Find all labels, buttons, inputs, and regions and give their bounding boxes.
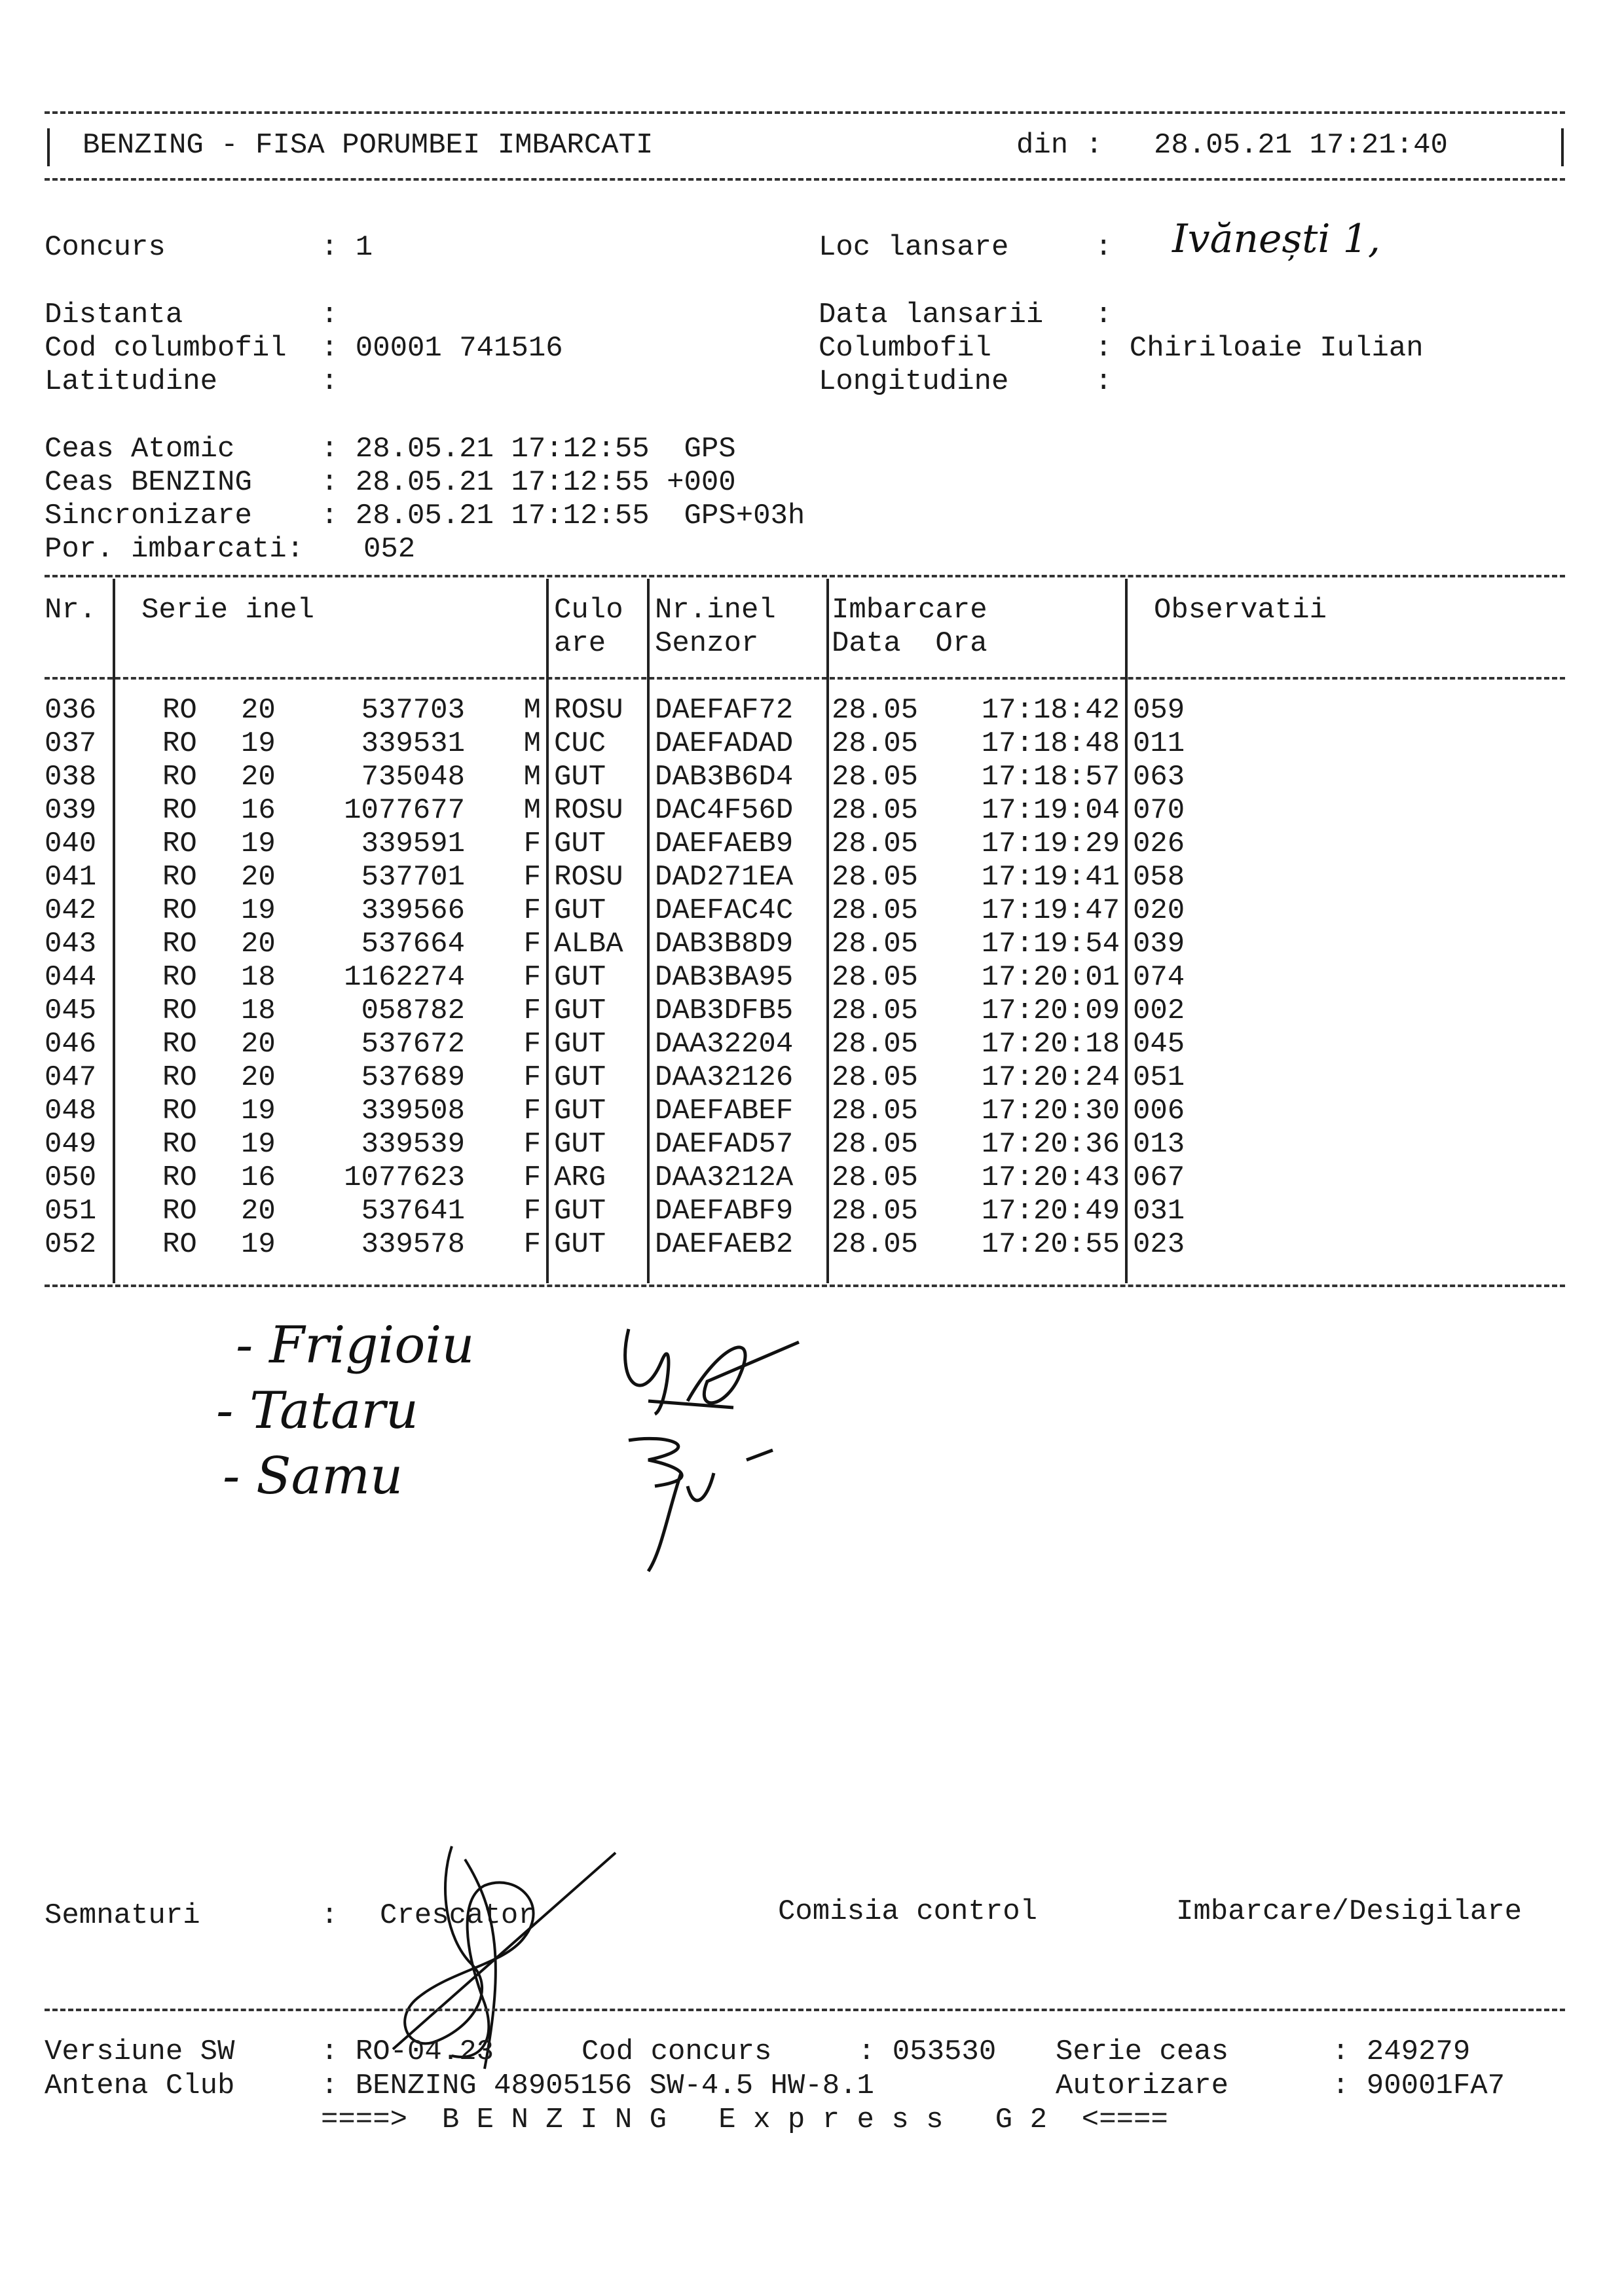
cell-date: 28.05 [832,1028,919,1061]
cell-observatii: 067 [1133,1161,1185,1194]
cell-color: GUT [554,1195,606,1228]
cell-sensor: DAEFABEF [655,1095,794,1127]
cell-country: RO [162,861,197,894]
cell-nr: 052 [45,1228,97,1261]
ceas-benzing-value: : 28.05.21 17:12:55 +000 [321,466,736,499]
signature-comisia: Comisia control [778,1895,1038,1928]
cell-sex: F [523,928,541,960]
cell-year: 19 [241,1128,276,1161]
cell-sex: F [523,1128,541,1161]
cell-year: 18 [241,994,276,1027]
cell-date: 28.05 [832,1095,919,1127]
cell-ring-number: 537703 [361,694,465,727]
cell-observatii: 058 [1133,861,1185,894]
cell-sensor: DAEFAEB2 [655,1228,794,1261]
cell-sex: F [523,828,541,860]
cell-nr: 042 [45,894,97,927]
cell-ring-number: 1077677 [344,794,465,827]
cell-date: 28.05 [832,828,919,860]
table-row [0,1195,1624,1228]
cell-time: 17:19:29 [981,828,1120,860]
cell-year: 16 [241,1161,276,1194]
col-sep-5 [1125,579,1128,1283]
cell-observatii: 039 [1133,928,1185,960]
cell-year: 20 [241,1061,276,1094]
ceas-atomic-value: : 28.05.21 17:12:55 GPS [321,433,736,465]
cell-nr: 044 [45,961,97,994]
cell-color: GUT [554,994,606,1027]
cell-year: 16 [241,794,276,827]
table-row [0,1161,1624,1195]
cell-nr: 046 [45,1028,97,1061]
cell-ring-number: 1077623 [344,1161,465,1194]
cell-observatii: 023 [1133,1228,1185,1261]
cell-sensor: DAA3212A [655,1161,794,1194]
cod-concurs-label: Cod concurs [581,2035,772,2068]
cell-ring-number: 339508 [361,1095,465,1127]
header-bottom-border [45,178,1565,181]
cell-sex: F [523,994,541,1027]
cell-country: RO [162,1195,197,1228]
cell-ring-number: 339591 [361,828,465,860]
cell-observatii: 074 [1133,961,1185,994]
benzing-express-banner: ====> B E N Z I N G E x p r e s s G 2 <==== [321,2104,1168,2136]
concurs-label: Concurs [45,231,166,264]
latitudine-value: : [321,365,339,398]
cell-nr: 036 [45,694,97,727]
ceas-benzing-label: Ceas BENZING [45,466,252,499]
cell-sensor: DAA32126 [655,1061,794,1094]
cell-date: 28.05 [832,794,919,827]
cell-country: RO [162,961,197,994]
col-header-serie: Serie inel [141,594,315,627]
cell-time: 17:20:01 [981,961,1120,994]
cell-color: GUT [554,1061,606,1094]
cell-ring-number: 537664 [361,928,465,960]
concurs-value: : 1 [321,231,373,264]
cell-color: GUT [554,1228,606,1261]
cell-sex: F [523,1095,541,1127]
por-imbarcati-value: 052 [363,533,416,566]
cell-color: GUT [554,961,606,994]
loc-lansare-sep: : [1095,231,1113,264]
cell-date: 28.05 [832,1161,919,1194]
cell-sex: F [523,961,541,994]
header-title: BENZING - FISA PORUMBEI IMBARCATI [83,129,654,162]
cell-color: ROSU [554,794,623,827]
sincronizare-label: Sincronizare [45,500,252,532]
versiune-sw-value: : RO-04.23 [321,2035,494,2068]
footer-divider [45,2009,1565,2011]
handwritten-note-2: - Tataru [216,1381,418,1440]
cell-color: ROSU [554,861,623,894]
header-top-border [45,111,1565,114]
serie-ceas-label: Serie ceas [1056,2035,1229,2068]
cell-time: 17:18:48 [981,727,1120,760]
cell-time: 17:19:41 [981,861,1120,894]
table-row [0,1228,1624,1262]
cell-sex: M [523,794,541,827]
cell-sex: F [523,1228,541,1261]
table-row [0,894,1624,928]
cell-sex: M [523,761,541,793]
cell-date: 28.05 [832,727,919,760]
cell-sex: F [523,1028,541,1061]
cell-color: GUT [554,828,606,860]
cell-color: GUT [554,761,606,793]
signature-crescator: Crescator [380,1899,536,1932]
distanta-value: : [321,299,339,331]
cell-ring-number: 537689 [361,1061,465,1094]
cell-year: 19 [241,727,276,760]
cell-observatii: 026 [1133,828,1185,860]
cell-sensor: DAA32204 [655,1028,794,1061]
table-top-border [45,575,1565,577]
cell-color: GUT [554,1028,606,1061]
antena-club-label: Antena Club [45,2069,235,2102]
col-header-nr-inel: Nr.inel [655,594,776,627]
cell-year: 19 [241,1095,276,1127]
cell-nr: 039 [45,794,97,827]
cell-time: 17:20:55 [981,1228,1120,1261]
cell-sex: F [523,894,541,927]
col-sep-2 [546,579,549,1283]
col-header-senzor: Senzor [655,627,759,660]
table-header-divider [45,677,1565,680]
cell-nr: 051 [45,1195,97,1228]
table-row [0,1028,1624,1061]
table-row [0,761,1624,794]
cell-year: 20 [241,861,276,894]
cell-year: 20 [241,1028,276,1061]
cell-year: 19 [241,1228,276,1261]
data-lansarii-value: : [1095,299,1113,331]
sincronizare-value: : 28.05.21 17:12:55 GPS+03h [321,500,805,532]
cell-ring-number: 339531 [361,727,465,760]
table-row [0,994,1624,1028]
cell-sensor: DAB3DFB5 [655,994,794,1027]
cell-country: RO [162,994,197,1027]
cell-country: RO [162,761,197,793]
cell-color: GUT [554,1095,606,1127]
cell-color: GUT [554,894,606,927]
cell-year: 20 [241,1195,276,1228]
cell-year: 19 [241,894,276,927]
cell-sex: F [523,1161,541,1194]
cell-ring-number: 1162274 [344,961,465,994]
cell-country: RO [162,727,197,760]
col-sep-1 [113,579,115,1283]
cell-sensor: DAC4F56D [655,794,794,827]
cell-sensor: DAB3B8D9 [655,928,794,960]
cell-observatii: 013 [1133,1128,1185,1161]
cell-observatii: 051 [1133,1061,1185,1094]
cell-date: 28.05 [832,761,919,793]
columbofil-label: Columbofil [819,332,992,365]
cell-time: 17:20:18 [981,1028,1120,1061]
col-sep-4 [826,579,829,1283]
cell-country: RO [162,828,197,860]
cell-time: 17:20:49 [981,1195,1120,1228]
columbofil-value: : Chiriloaie Iulian [1095,332,1424,365]
cell-country: RO [162,1095,197,1127]
cell-sensor: DAB3B6D4 [655,761,794,793]
cell-sensor: DAEFAEB9 [655,828,794,860]
cell-ring-number: 735048 [361,761,465,793]
table-row [0,794,1624,828]
por-imbarcati-label: Por. imbarcati: [45,533,304,566]
cell-date: 28.05 [832,928,919,960]
cell-observatii: 070 [1133,794,1185,827]
cell-year: 20 [241,694,276,727]
cell-year: 19 [241,828,276,860]
cell-year: 18 [241,961,276,994]
cell-ring-number: 339566 [361,894,465,927]
cell-time: 17:20:43 [981,1161,1120,1194]
serie-ceas-value: : 249279 [1332,2035,1471,2068]
col-header-observatii: Observatii [1154,594,1327,627]
table-bottom-border [45,1285,1565,1287]
cell-time: 17:20:30 [981,1095,1120,1127]
cell-date: 28.05 [832,1228,919,1261]
cell-sex: F [523,1061,541,1094]
cod-columbofil-label: Cod columbofil [45,332,287,365]
table-row [0,928,1624,961]
semnaturi-sep: : [321,1899,339,1932]
cell-observatii: 011 [1133,727,1185,760]
cell-time: 17:18:42 [981,694,1120,727]
data-lansarii-label: Data lansarii [819,299,1044,331]
col-header-nr: Nr. [45,594,97,627]
table-row [0,861,1624,894]
cell-country: RO [162,694,197,727]
cell-country: RO [162,1028,197,1061]
col-header-culo: Culo [554,594,623,627]
cell-sensor: DAEFAC4C [655,894,794,927]
cell-country: RO [162,928,197,960]
cell-nr: 048 [45,1095,97,1127]
cell-sensor: DAD271EA [655,861,794,894]
cell-color: ALBA [554,928,623,960]
cell-date: 28.05 [832,861,919,894]
table-row [0,727,1624,761]
header-din-label: din : [1016,129,1103,162]
autorizare-label: Autorizare [1056,2069,1229,2102]
cell-nr: 041 [45,861,97,894]
longitudine-value: : [1095,365,1113,398]
cell-time: 17:19:04 [981,794,1120,827]
cell-ring-number: 058782 [361,994,465,1027]
cell-nr: 047 [45,1061,97,1094]
cell-year: 20 [241,928,276,960]
cell-country: RO [162,1128,197,1161]
cell-time: 17:19:54 [981,928,1120,960]
cell-nr: 045 [45,994,97,1027]
cell-sensor: DAEFAF72 [655,694,794,727]
loc-lansare-handwritten: Ivănești 1, [1172,216,1380,262]
cell-sensor: DAEFAD57 [655,1128,794,1161]
cell-sensor: DAEFADAD [655,727,794,760]
cell-ring-number: 537641 [361,1195,465,1228]
header-right-border [1561,128,1564,166]
cell-observatii: 063 [1133,761,1185,793]
cell-nr: 049 [45,1128,97,1161]
cell-observatii: 006 [1133,1095,1185,1127]
cell-nr: 040 [45,828,97,860]
cell-nr: 043 [45,928,97,960]
cell-color: ROSU [554,694,623,727]
handwritten-note-1: - Frigioiu [236,1316,475,1375]
cell-sex: M [523,694,541,727]
table-row [0,1095,1624,1128]
header-din-value: 28.05.21 17:21:40 [1154,129,1448,162]
cell-sex: F [523,1195,541,1228]
cell-country: RO [162,1061,197,1094]
loc-lansare-label: Loc lansare [819,231,1009,264]
cell-observatii: 020 [1133,894,1185,927]
longitudine-label: Longitudine [819,365,1009,398]
cell-sensor: DAEFABF9 [655,1195,794,1228]
cell-color: ARG [554,1161,606,1194]
table-row [0,694,1624,727]
cell-observatii: 059 [1133,694,1185,727]
cell-sex: M [523,727,541,760]
col-header-culo-2: are [554,627,606,660]
cell-time: 17:20:09 [981,994,1120,1027]
cod-concurs-value: : 053530 [858,2035,997,2068]
cell-time: 17:20:24 [981,1061,1120,1094]
cell-observatii: 045 [1133,1028,1185,1061]
cell-date: 28.05 [832,961,919,994]
table-row [0,828,1624,861]
cell-date: 28.05 [832,694,919,727]
distanta-label: Distanta [45,299,183,331]
latitudine-label: Latitudine [45,365,218,398]
semnaturi-label: Semnaturi [45,1899,200,1932]
col-header-data-ora: Data Ora [832,627,987,660]
versiune-sw-label: Versiune SW [45,2035,235,2068]
cell-time: 17:18:57 [981,761,1120,793]
table-row [0,1128,1624,1161]
cell-date: 28.05 [832,1128,919,1161]
cell-date: 28.05 [832,894,919,927]
autorizare-value: : 90001FA7 [1332,2069,1505,2102]
cell-country: RO [162,894,197,927]
cell-nr: 038 [45,761,97,793]
cell-ring-number: 537672 [361,1028,465,1061]
cell-observatii: 002 [1133,994,1185,1027]
table-row [0,961,1624,994]
cell-sex: F [523,861,541,894]
cell-time: 17:20:36 [981,1128,1120,1161]
handwritten-marks [589,1303,864,1604]
cell-country: RO [162,1161,197,1194]
signature-imbarcare: Imbarcare/Desigilare [1176,1895,1522,1928]
col-sep-3 [647,579,650,1283]
header-left-border [47,128,50,166]
cell-year: 20 [241,761,276,793]
ceas-atomic-label: Ceas Atomic [45,433,235,465]
cell-country: RO [162,794,197,827]
cell-sensor: DAB3BA95 [655,961,794,994]
cell-time: 17:19:47 [981,894,1120,927]
handwritten-note-3: - Samu [223,1447,403,1506]
cell-date: 28.05 [832,1061,919,1094]
cell-color: CUC [554,727,606,760]
cell-ring-number: 537701 [361,861,465,894]
antena-club-value: : BENZING 48905156 SW-4.5 HW-8.1 [321,2069,874,2102]
cell-color: GUT [554,1128,606,1161]
cell-observatii: 031 [1133,1195,1185,1228]
table-row [0,1061,1624,1095]
cell-nr: 037 [45,727,97,760]
cell-date: 28.05 [832,1195,919,1228]
cell-ring-number: 339539 [361,1128,465,1161]
cell-ring-number: 339578 [361,1228,465,1261]
cod-columbofil-value: : 00001 741516 [321,332,563,365]
cell-date: 28.05 [832,994,919,1027]
cell-country: RO [162,1228,197,1261]
col-header-imbarcare: Imbarcare [832,594,987,627]
cell-nr: 050 [45,1161,97,1194]
